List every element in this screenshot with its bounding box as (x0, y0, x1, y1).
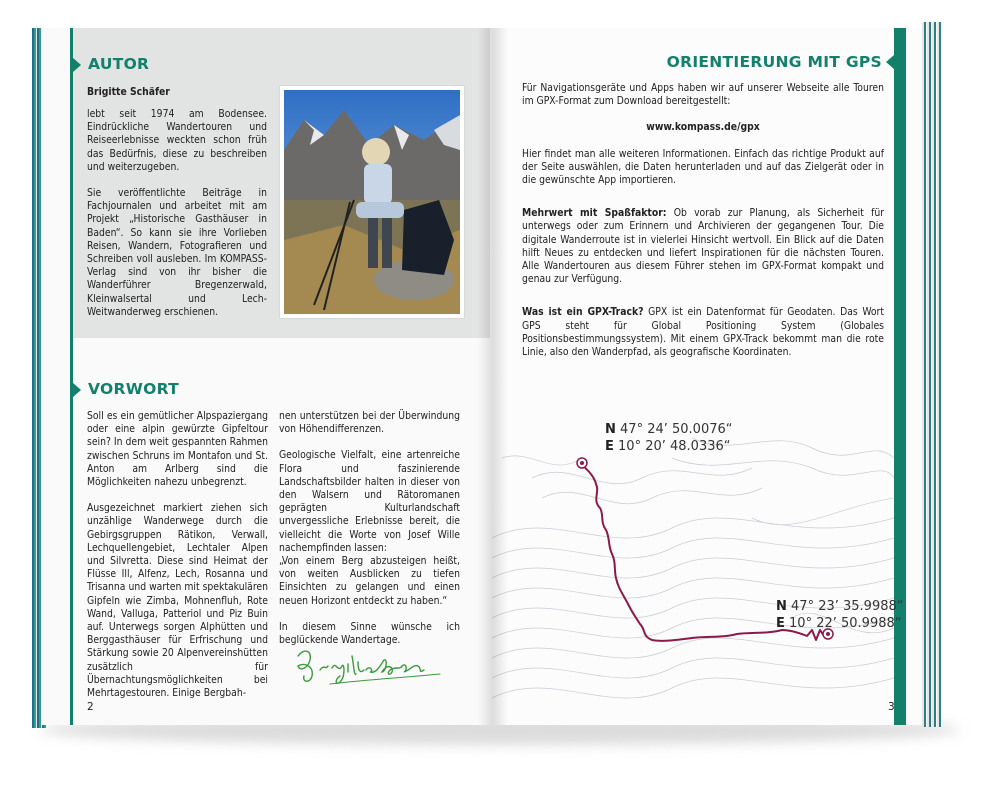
start-e-label: E (605, 439, 614, 454)
vorwort-paragraph-4: Geologische Vielfalt, eine artenreiche Flora und faszinierende Landschaftsbilder halten in dieser von den Walsern und Rätoromanen geprägten Kulturlandschaft unvergessliche Erlebnisse bereit, die vielleicht die Worte von Josef Wille nachempfinden lassen: (279, 449, 460, 554)
vorwort-paragraph-2: Ausgezeichnet markiert ziehen sich unzählige Wanderwege durch die Gebirgsgruppen Rätikon, Verwall, Lechquellengebiet, Lechtaler Alpen und Silvretta. Diese sind Heimat der Flüsse Ill, Alfenz, Lech, Rosanna und Trisanna und warten mit spektakulären Gipfeln wie Zimba, Mohnenfluh, Rote Wand, Valluga, Patteriol und Piz Buin auf. Unterwegs sorgen Alphütten und Berggasthäuser für Erfrischung und Stärkung sowie 20 Alpenvereinshütten zusätzlich für Übernachtungsmöglichkeiten bei Mehrtagestouren. Einige Bergbah- (87, 502, 268, 700)
left-page (42, 28, 492, 725)
book-page-edges-right (922, 22, 942, 727)
end-e-label: E (776, 616, 785, 631)
vorwort-paragraph-3: nen unterstützen bei der Überwindung von Höhendifferenzen. (279, 410, 460, 436)
vorwort-column-2 (279, 410, 460, 660)
page-number-left: 2 (87, 701, 94, 713)
vorwort-heading: VORWORT (88, 380, 180, 398)
right-page (492, 28, 922, 725)
left-accent-strip (70, 28, 73, 725)
book-spine-shadow (478, 28, 508, 725)
end-e-value: 10° 22’ 50.9988“ (789, 616, 902, 631)
gps-paragraph-1: Für Navigationsgeräte und Apps haben wir auf unserer Webseite alle Touren im GPX-Format zum Download bereitgestellt: (522, 82, 884, 108)
author-signature (290, 636, 450, 696)
end-n-label: N (776, 599, 787, 614)
author-bio (87, 108, 267, 332)
gps-url: www.kompass.de/gpx (646, 121, 760, 134)
gps-paragraph-3-body: Ob vorab zur Planung, als Sicherheit für unterwegs oder zum Erinnern und Archivieren der gegangenen Tour. Die digitale Wanderroute ist in vielerlei Hinsicht wertvoll. Ein Blick auf die Daten hilft Neues zu entdecken und liefert Inspirationen für die nächsten Touren. Alle Wandertouren aus diesem Führer stehen im GPX-Format kompakt und genau zur Verfügung. (522, 207, 884, 286)
start-n-label: N (605, 422, 616, 437)
start-n-value: 47° 24’ 50.0076“ (620, 422, 733, 437)
gps-arrow-icon (886, 55, 894, 69)
autor-arrow-icon (73, 58, 81, 72)
end-coordinates (776, 598, 904, 632)
gps-paragraph-3 (522, 207, 884, 286)
start-e-value: 10° 20’ 48.0336“ (618, 439, 731, 454)
author-photo (280, 86, 464, 318)
vorwort-paragraph-1: Soll es ein gemütlicher Alpspaziergang oder eine alpin gewürzte Gipfeltour sein? In dem weit gespannten Rahmen zwischen Schruns im Montafon und St. Anton am Arlberg sind die Möglichkeiten nahezu unbegrenzt. (87, 410, 268, 489)
gps-paragraph-4-lead: Was ist ein GPX-Track? (522, 306, 644, 319)
contour-lines (492, 438, 894, 698)
gps-heading: ORIENTIERUNG MIT GPS (666, 53, 882, 71)
gps-paragraph-4-body: GPX ist ein Datenformat für Geodaten. Das Wort GPS steht für Global Positioning System (Globales Positionsbestimmungssystem). Mit einem GPX-Track bekommt man die rote Linie, also den Wanderpfad, als geografische Koordinaten. (522, 306, 884, 359)
gps-text (522, 82, 884, 372)
gps-track-map (492, 418, 922, 718)
author-bio-paragraph-1: lebt seit 1974 am Bodensee. Eindrückliche Wandertouren und Reiseerlebnisse weckten schon früh das Bedürfnis, diese zu beschreiben und weiterzugeben. (87, 108, 267, 173)
vorwort-quote: „Von einem Berg abzusteigen heißt, von weiten Ausblicken zu tiefen Einsichten zu gelangen und einen neuen Horizont entdeckt zu haben.“ (279, 555, 460, 607)
author-name: Brigitte Schäfer (87, 86, 170, 98)
author-bio-paragraph-2: Sie veröffentlichte Beiträge in Fachjournalen und arbeitet mit am Projekt „Historische Gasthäuser in Baden“. So kann sie ihre Vorlieben Reisen, Wandern, Fotografieren und Schreiben voll ausleben. Im KOMPASS-Verlag sind von ihr bisher die Wanderführer Bregenzerwald, Kleinwalsertal und Lech-Weitwanderweg erschienen. (87, 187, 267, 318)
vorwort-paragraph-5: In diesem Sinne wünsche ich beglückende Wandertage. (279, 620, 460, 647)
start-coordinates (605, 421, 733, 455)
gps-paragraph-2: Hier findet man alle weiteren Informationen. Einfach das richtige Produkt auf der Seite auswählen, die Daten herunterladen und auf das Zielgerät oder in die gewünschte App importieren. (522, 147, 884, 187)
gps-paragraph-4 (522, 306, 884, 359)
vorwort-arrow-icon (73, 383, 81, 397)
gps-paragraph-3-lead: Mehrwert mit Spaßfaktor: (522, 207, 667, 220)
page-number-right: 3 (888, 701, 895, 713)
vorwort-column-1 (87, 410, 268, 713)
end-n-value: 47° 23’ 35.9988“ (791, 599, 904, 614)
autor-heading: AUTOR (88, 55, 150, 73)
